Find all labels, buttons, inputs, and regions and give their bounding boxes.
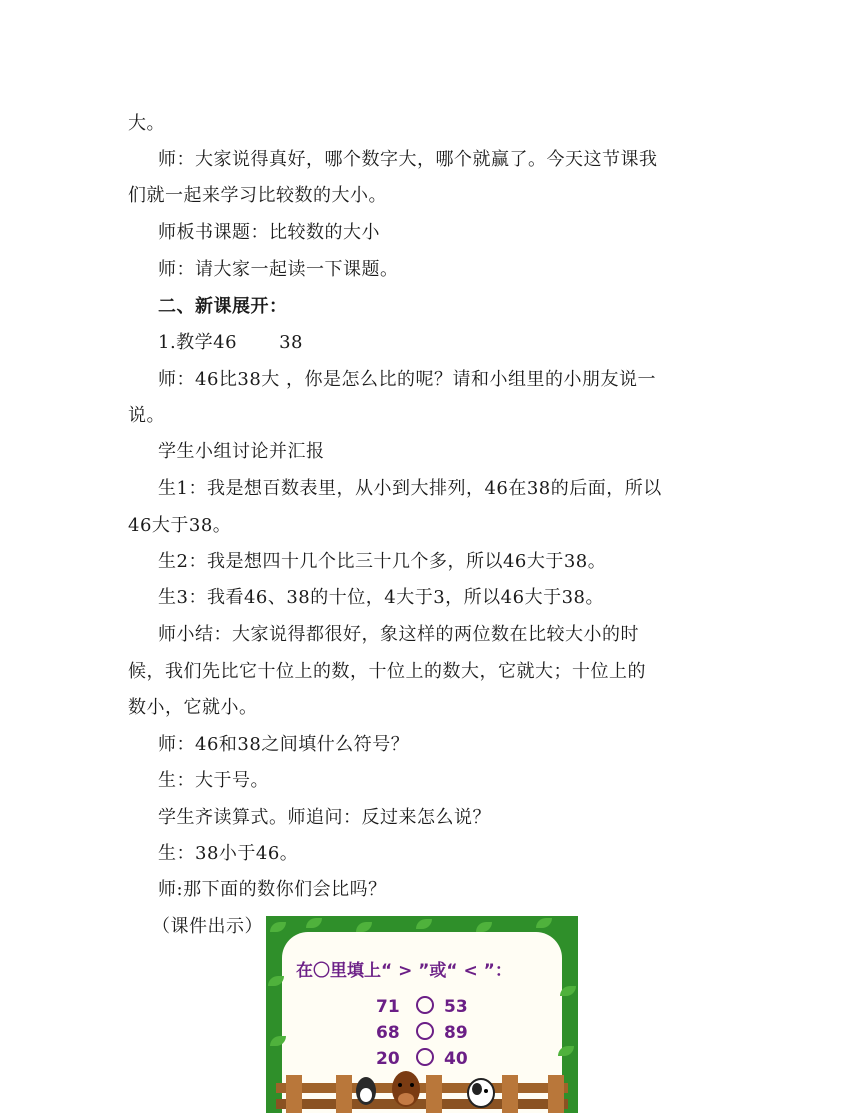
left-number: 20	[376, 1049, 400, 1069]
text-line	[158, 331, 718, 355]
right-number: 40	[444, 1049, 468, 1069]
text-line: 生2：我是想四十几个比三十几个多，所以46大于38。	[158, 551, 607, 572]
text-line: 师小结：大家说得都很好，象这样的两位数在比较大小的时	[158, 624, 639, 645]
text-line: 师：46和38之间填什么符号？	[158, 734, 410, 755]
text-line: 师：大家说得真好，哪个数字大，哪个就赢了。今天这节课我	[158, 149, 658, 170]
problem-label: 1.教学46	[158, 332, 238, 353]
text-line: 师：46比38大 ，你是怎么比的呢？请和小组里的小朋友说一	[158, 369, 657, 390]
blank-circle-icon	[416, 996, 434, 1014]
text-line: 生3：我看46、38的十位，4大于3，所以46大于38。	[158, 587, 604, 608]
right-number: 89	[444, 1023, 468, 1043]
text-line: 师：请大家一起读一下课题。	[158, 259, 399, 280]
text-line: 师板书课题：比较数的大小	[158, 222, 380, 243]
text-line: （课件出示）	[152, 916, 263, 937]
text-line: 候，我们先比它十位上的数，十位上的数大，它就大；十位上的	[128, 661, 646, 682]
left-number: 71	[376, 997, 400, 1017]
problem-number: 38	[279, 332, 303, 353]
text-line: 们就一起来学习比较数的大小。	[128, 185, 387, 206]
text-line: 学生小组讨论并汇报	[158, 441, 325, 462]
left-number: 68	[376, 1023, 400, 1043]
text-line: 说。	[128, 405, 165, 426]
text-line: 生：大于号。	[158, 770, 269, 791]
comparison-row	[376, 1022, 474, 1043]
text-line: 46大于38。	[128, 515, 232, 536]
section-heading: 二、新课展开：	[158, 296, 288, 317]
text-line: 生：38小于46。	[158, 843, 299, 864]
comparison-row	[376, 996, 474, 1017]
fence-with-animals-illustration	[266, 1061, 578, 1113]
blank-circle-icon	[416, 1022, 434, 1040]
text-line: 师:那下面的数你们会比吗？	[158, 879, 387, 900]
slide-title: 在〇里填上“ > ”或“ < ”：	[296, 961, 512, 981]
text-line: 大。	[128, 113, 165, 134]
courseware-slide-image	[266, 916, 578, 1113]
text-line: 学生齐读算式。师追问：反过来怎么说？	[158, 807, 491, 828]
right-number: 53	[444, 997, 468, 1017]
text-line: 生1：我是想百数表里，从小到大排列，46在38的后面，所以	[158, 478, 662, 499]
text-line: 数小，它就小。	[128, 697, 258, 718]
